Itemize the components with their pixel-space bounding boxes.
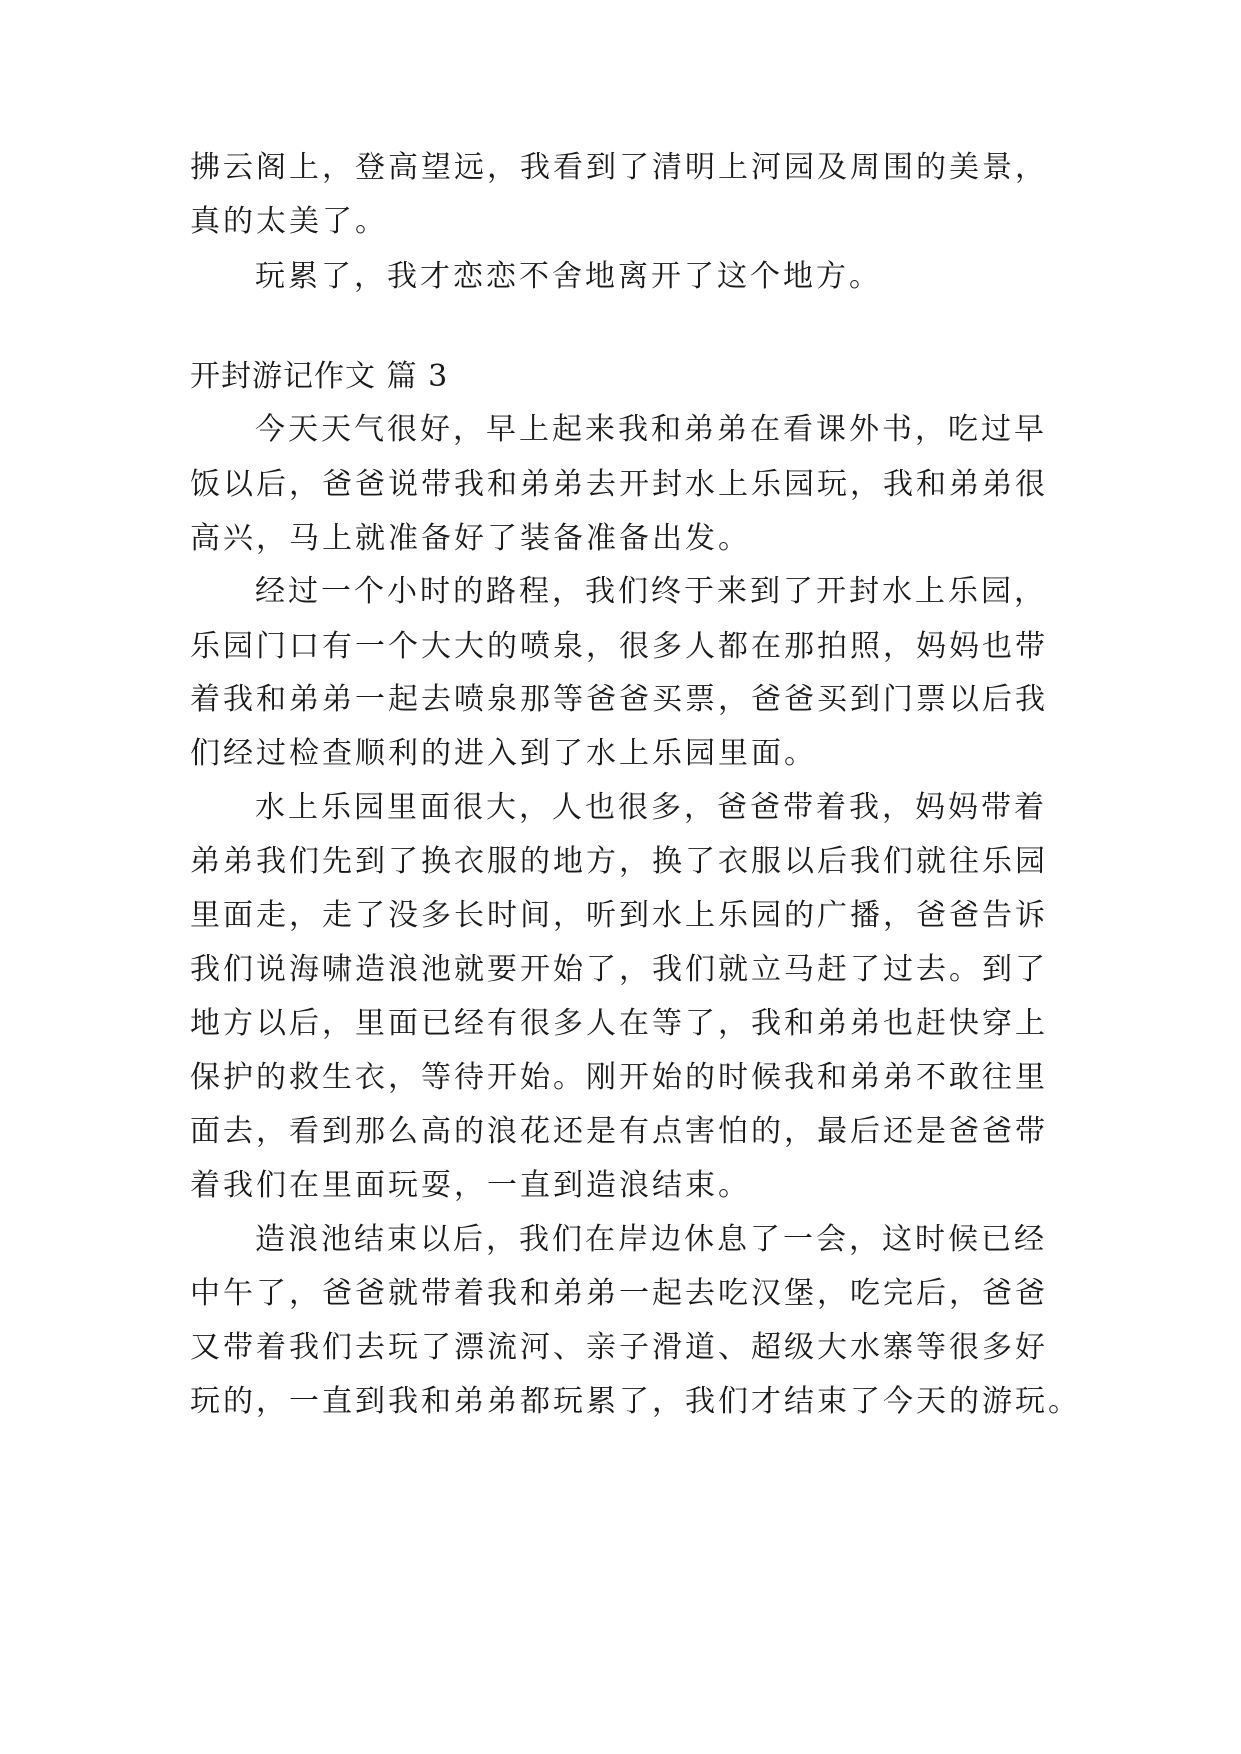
text-line: 面去，看到那么高的浪花还是有点害怕的，最后还是爸爸带 xyxy=(190,1114,1048,1149)
text-line: 水上乐园里面很大，人也很多，爸爸带着我，妈妈带着 xyxy=(255,790,1047,825)
text-line: 弟弟我们先到了换衣服的地方，换了衣服以后我们就往乐园 xyxy=(190,844,1048,879)
text-line: 地方以后，里面已经有很多人在等了，我和弟弟也赶快穿上 xyxy=(190,1006,1048,1041)
section-title: 开封游记作文 篇 3 xyxy=(190,359,449,394)
text-line: 着我们在里面玩耍，一直到造浪结束。 xyxy=(190,1168,751,1203)
text-line: 我们说海啸造浪池就要开始了，我们就立马赶了过去。到了 xyxy=(190,952,1048,987)
text-line: 拂云阁上，登高望远，我看到了清明上河园及周围的美景， xyxy=(190,150,1048,185)
text-line: 又带着我们去玩了漂流河、亲子滑道、超级大水寨等很多好 xyxy=(190,1330,1048,1365)
text-line: 着我和弟弟一起去喷泉那等爸爸买票，爸爸买到门票以后我 xyxy=(190,682,1048,717)
text-line: 真的太美了。 xyxy=(190,204,388,239)
text-line: 乐园门口有一个大大的喷泉，很多人都在那拍照，妈妈也带 xyxy=(190,629,1048,664)
text-line: 饭以后，爸爸说带我和弟弟去开封水上乐园玩，我和弟弟很 xyxy=(190,467,1048,502)
text-line: 玩累了，我才恋恋不舍地离开了这个地方。 xyxy=(255,259,882,294)
text-line: 高兴，马上就准备好了装备准备出发。 xyxy=(190,521,751,556)
text-line: 玩的，一直到我和弟弟都玩累了，我们才结束了今天的游玩。 xyxy=(190,1384,1081,1419)
text-line: 经过一个小时的路程，我们终于来到了开封水上乐园， xyxy=(255,574,1047,609)
text-line: 造浪池结束以后，我们在岸边休息了一会，这时候已经 xyxy=(255,1222,1047,1257)
text-line: 中午了，爸爸就带着我和弟弟一起去吃汉堡，吃完后，爸爸 xyxy=(190,1276,1048,1311)
text-line: 们经过检查顺利的进入到了水上乐园里面。 xyxy=(190,736,817,771)
text-line: 里面走，走了没多长时间，听到水上乐园的广播，爸爸告诉 xyxy=(190,898,1048,933)
text-line: 保护的救生衣，等待开始。刚开始的时候我和弟弟不敢往里 xyxy=(190,1060,1048,1095)
text-line: 今天天气很好，早上起来我和弟弟在看课外书，吃过早 xyxy=(255,412,1047,447)
